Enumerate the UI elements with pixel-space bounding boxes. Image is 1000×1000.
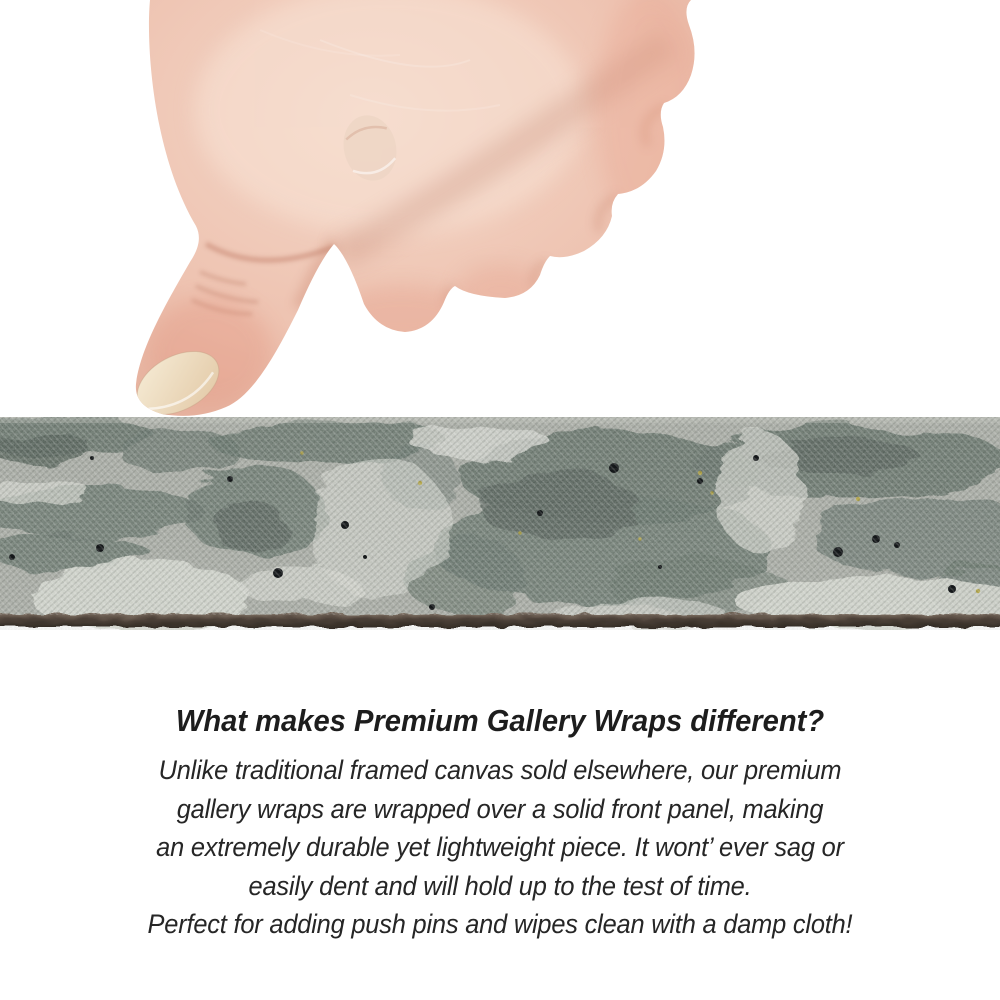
hand-photo [0,0,1000,432]
marketing-copy [30,700,970,944]
canvas-strip [0,417,1000,630]
body-line: easily dent and will hold up to the test of time. [248,870,752,901]
body-line: gallery wraps are wrapped over a solid front panel, making [176,793,824,824]
body-line: an extremely durable yet lightweight piece. It wont’ ever sag or [156,832,844,862]
body-line: Unlike traditional framed canvas sold elsewhere, our premium [158,755,842,785]
heading: What makes Premium Gallery Wraps different? [175,703,825,738]
body-line: Perfect for adding push pins and wipes clean with a damp cloth! [147,909,853,939]
canvas-side-edge [0,614,1000,627]
